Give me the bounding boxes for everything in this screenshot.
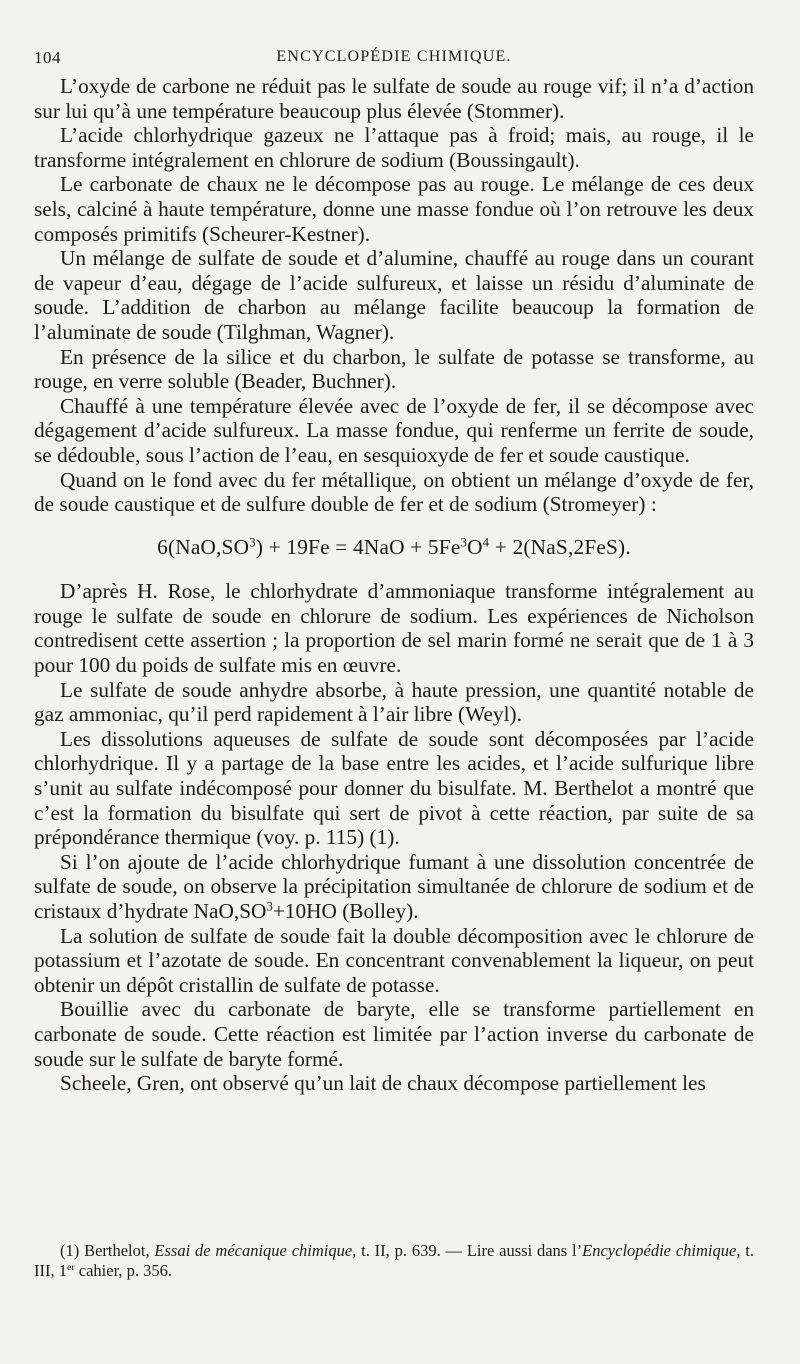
paragraph-text: Si l’on ajoute de l’acide chlorhydrique fumant à une dissolution concentrée de sulfate de soude, on observe la précipitation simultanée de chlorure de sodium et de cristaux d’hydrate NaO,SO: [34, 849, 754, 923]
chemical-equation: [34, 535, 754, 560]
equation-superscript: 4: [482, 535, 490, 550]
equation-part: + 2(NaS,2FeS).: [489, 534, 631, 559]
footnote-superscript: er: [66, 1262, 75, 1274]
equation-part: ) + 19Fe = 4NaO + 5Fe: [255, 534, 461, 559]
header-title: ENCYCLOPÉDIE CHIMIQUE.: [276, 48, 512, 65]
paragraph-carbon-monoxide: L’oxyde de carbone ne réduit pas le sulfate de soude au rouge vif; il n’a d’action sur lui qu’à une température beaucoup plus élevée (Stommer).: [34, 74, 754, 123]
footnote-title: Essai de mécanique chimique: [154, 1241, 353, 1260]
footnote-work: Encyclopédie chimique: [582, 1241, 737, 1260]
paragraph-ammonia: Le sulfate de soude anhydre absorbe, à haute pression, une quantité notable de gaz ammoniac, qu’il perd rapidement à l’air libre (Weyl).: [34, 677, 754, 727]
paragraph-rose: D’après H. Rose, le chlorhydrate d’ammoniaque transforme intégralement au rouge le sulfate de soude en chlorure de sodium. Les expériences de Nicholson contredisent cette assertion ; la proportion de sel marin formé ne serait que de 1 à 3 pour 100 du poids de sulfate mis en œuvre.: [34, 579, 754, 678]
equation-part: 6(NaO,SO: [157, 534, 250, 559]
equation-superscript: 3: [460, 535, 468, 550]
paragraph-fuming-acid: [34, 850, 754, 924]
paragraph-scheele: Scheele, Gren, ont observé qu’un lait de chaux décompose partiellement les: [60, 1071, 706, 1096]
equation-superscript: 3: [249, 535, 256, 550]
formula-superscript: 3: [266, 899, 273, 914]
page-number: 104: [34, 48, 61, 67]
paragraph-aqueous-solutions: Les dissolutions aqueuses de sulfate de soude sont décomposées par l’acide chlorhydrique. Il y a partage de la base entre les acides, et l’acide sulfurique libre s’unit au sulfate indécomposé pour donner du bisulfate. M. Berthelot a montré que c’est la formation du bisulfate qui sert de pivot à cette réaction, par suite de sa prépondérance thermique (voy. p. 115) (1).: [34, 726, 754, 850]
footnote-marker: (1) Berthelot,: [60, 1241, 155, 1260]
footnote-volume: , t. III, 1: [34, 1241, 754, 1280]
paragraph-alumina: Un mélange de sulfate de soude et d’alumine, chauffé au rouge dans un courant de vapeur d’eau, dégage de l’acide sulfureux, et laisse un résidu d’aluminate de soude. L’addition de charbon au mélange facilite beaucoup la formation de l’aluminate de soude (Tilghman, Wagner).: [34, 246, 754, 344]
paragraph-hydrochloric-acid: L’acide chlorhydrique gazeux ne l’attaque pas à froid; mais, au rouge, il le transforme intégralement en chlorure de sodium (Boussingault).: [34, 123, 754, 172]
running-head: [34, 44, 754, 74]
body-text: [34, 74, 754, 1096]
footnote-end: cahier, p. 356.: [74, 1261, 173, 1280]
footnote: [34, 1241, 754, 1281]
paragraph-baryta-carbonate: Bouillie avec du carbonate de baryte, elle se transforme partiellement en carbonate de soude. Cette réaction est limitée par l’action inverse du carbonate de soude sur le sulfate de baryte formé.: [34, 997, 754, 1071]
paragraph-double-decomposition: La solution de sulfate de soude fait la double décomposition avec le chlorure de potassium et l’azotate de soude. En concentrant convenablement la liqueur, on peut obtenir un dépôt cristallin de sulfate de potasse.: [34, 923, 754, 997]
paragraph-text: +10HO (Bolley).: [272, 899, 419, 923]
paragraph-silica: En présence de la silice et du charbon, le sulfate de potasse se transforme, au rouge, en verre soluble (Beader, Buchner).: [34, 344, 754, 394]
paragraph-metallic-iron: Quand on le fond avec du fer métallique, on obtient un mélange d’oxyde de fer, de soude caustique et de sulfure double de fer et de sodium (Stromeyer) :: [34, 467, 754, 517]
footnote-reference: , t. II, p. 639. — Lire aussi dans l’: [352, 1241, 583, 1260]
paragraph-iron-oxide: Chauffé à une température élevée avec de l’oxyde de fer, il se décompose avec dégagement d’acide sulfureux. La masse fondue, qui renferme un ferrite de soude, se dédouble, sous l’action de l’eau, en sesquioxyde de fer et soude caustique.: [34, 393, 754, 467]
paragraph-lime-carbonate: Le carbonate de chaux ne le décompose pas au rouge. Le mélange de ces deux sels, calciné à haute température, donne une masse fondue où l’on retrouve les deux composés primitifs (Scheurer-Kestner).: [34, 172, 754, 246]
footnote-text: [34, 1241, 754, 1281]
equation-part: O: [467, 534, 483, 559]
